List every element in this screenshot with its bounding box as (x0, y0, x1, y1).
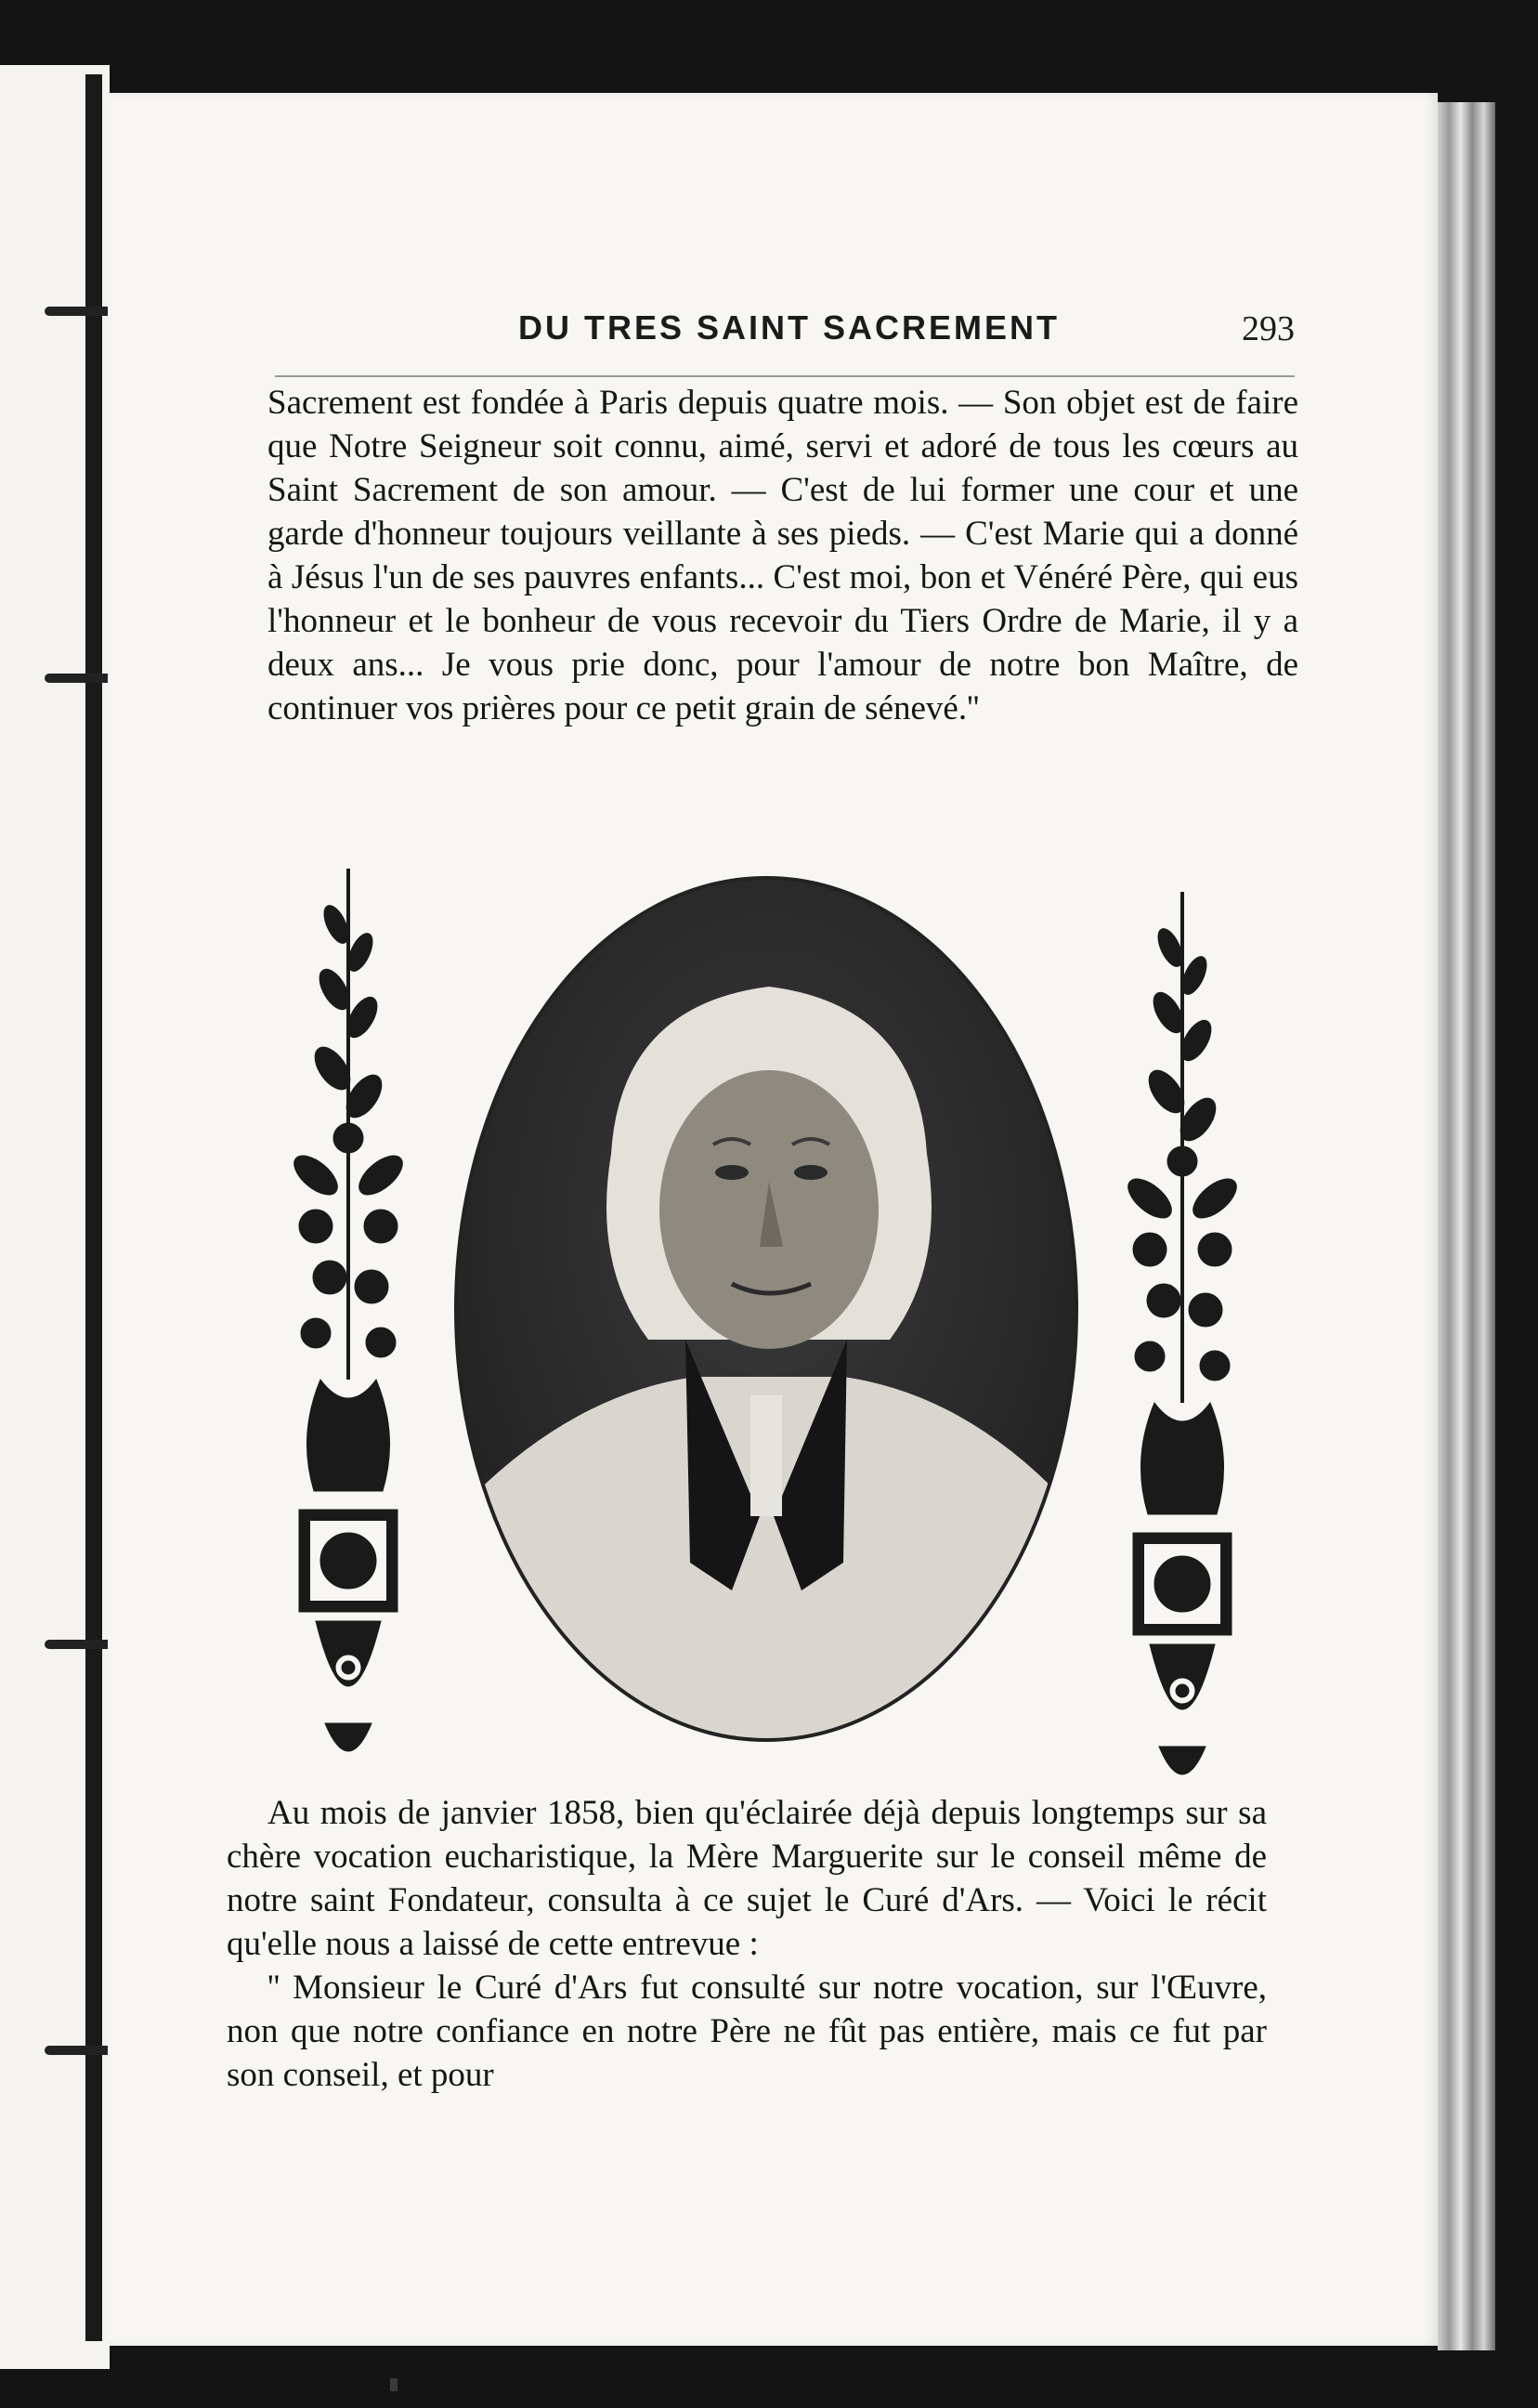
page-header (275, 295, 1295, 377)
floral-vase-ornament-icon (279, 859, 418, 1779)
body-text-bottom (227, 1791, 1267, 2097)
scan-mark (390, 2378, 398, 2391)
page-number: 293 (1242, 309, 1295, 348)
book-binding (85, 74, 102, 2341)
paragraph: Sacrement est fondée à Paris depuis quatre mois. — Son objet est de faire que Notre Seigneur soit connu, aimé, servi et adoré de tous les cœurs au Saint Sacrement de son amour. — C'est de lui former une cour et une garde d'honneur toujours veillante à ses pieds. — C'est Marie qui a donné à Jésus l'un de ses pauvres enfants... C'est moi, bon et Vénéré Père, qui eus l'honneur et le bonheur de vous recevoir du Tiers Ordre de Marie, il y a deux ans... Je vous prie donc, pour l'amour de notre bon Maître, de continuer vos prières pour ce petit grain de sénevé.'' (267, 384, 1298, 727)
body-text-top (267, 381, 1298, 730)
oval-portrait-icon (453, 875, 1079, 1743)
paragraph: '' Monsieur le Curé d'Ars fut consulté sur notre vocation, sur l'Œuvre, non que notre confiance en notre Père ne fût pas entière, mais ce fut par son conseil, et pour (227, 1969, 1267, 2094)
page-stack-edge (1438, 102, 1495, 2350)
paragraph: Au mois de janvier 1858, bien qu'éclairée déjà depuis longtemps sur sa chère vocation eucharistique, la Mère Marguerite sur le conseil même de notre saint Fondateur, consulta à ce sujet le Curé d'Ars. — Voici le récit qu'elle nous a laissé de cette entrevue : (227, 1794, 1267, 1963)
running-title: DU TRES SAINT SACREMENT (518, 308, 1061, 347)
floral-vase-ornament-icon (1113, 883, 1252, 1802)
